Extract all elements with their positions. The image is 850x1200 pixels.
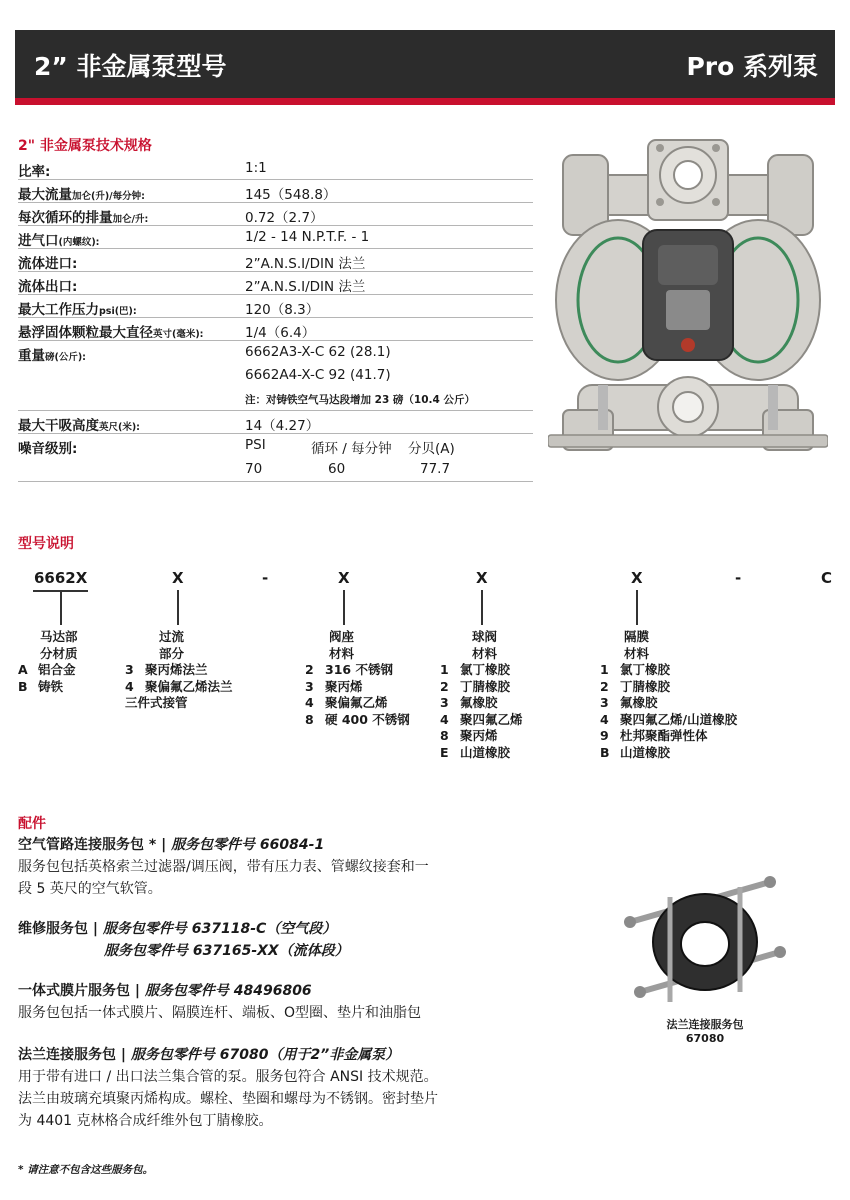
diaphragm-material-options — [600, 629, 737, 761]
model-code-ball: X — [476, 569, 488, 587]
spec-note: 注：对铸铁空气马达段增加 23 磅（10.4 公斤） — [245, 394, 475, 406]
option-label: 氟橡胶 — [460, 695, 498, 710]
flange-kit-image — [620, 872, 790, 1012]
spec-unit: 磅(公斤): — [45, 352, 86, 363]
option-item — [600, 695, 737, 712]
code-connector-line — [481, 590, 483, 625]
specs-section-title: 2" 非金属泵技术规格 — [18, 138, 152, 154]
repair-kit-block — [18, 918, 349, 962]
option-item — [305, 712, 410, 729]
option-code: 4 — [305, 695, 314, 710]
option-item — [440, 679, 523, 696]
pump-image — [548, 130, 828, 470]
option-label: 316 不锈钢 — [325, 662, 393, 677]
spec-row-max-pressure — [18, 295, 533, 318]
option-item — [440, 695, 523, 712]
spec-row-ratio — [18, 157, 533, 180]
spec-value: 145（548.8） — [245, 187, 337, 203]
spec-row-displacement — [18, 203, 533, 226]
option-label: 硬 400 不锈钢 — [325, 711, 410, 727]
spec-unit: (内螺纹): — [58, 237, 100, 248]
option-code: 1 — [600, 662, 609, 677]
spec-label-text: 每次循环的排量 — [18, 210, 113, 226]
option-code: 8 — [440, 728, 449, 743]
option-item — [305, 695, 410, 712]
diaphragm-kit-title: 一体式膜片服务包 | — [18, 983, 145, 999]
spec-value: 1/2 - 14 N.P.T.F. - 1 — [245, 229, 370, 245]
option-code: 8 — [305, 711, 314, 727]
seat-material-options — [305, 629, 410, 728]
option-title: 部分 — [159, 645, 185, 661]
spec-label: 流体进口: — [18, 256, 78, 272]
spec-value: 6662A4-X-C 92 (41.7) — [245, 367, 391, 383]
model-code-suffix: C — [821, 569, 833, 587]
repair-kit-part: 服务包零件号 637165-XX（流体段） — [104, 943, 349, 959]
option-label: 聚四氟乙烯/山道橡胶 — [620, 711, 738, 727]
option-label: 山道橡胶 — [460, 744, 511, 760]
option-item — [440, 728, 523, 745]
option-extra: 三件式接管 — [125, 695, 188, 710]
header-accent-stripe — [15, 98, 835, 105]
noise-col-head: 分贝(A) — [408, 441, 455, 457]
spec-row-max-solid — [18, 318, 533, 341]
page-title: 2” 非金属泵型号 — [34, 52, 227, 81]
option-code: 1 — [440, 662, 449, 677]
repair-kit-part: 服务包零件号 637118-C（空气段） — [102, 921, 337, 937]
flange-kit-title: 法兰连接服务包 | — [18, 1047, 131, 1063]
option-item — [125, 662, 233, 679]
series-title: Pro 系列泵 — [686, 52, 818, 81]
spec-label — [18, 298, 137, 318]
flange-kit-desc: 为 4401 克林格合成纤维外包丁腈橡胶。 — [18, 1113, 273, 1129]
code-connector-line — [343, 590, 345, 625]
spec-row-max-flow — [18, 180, 533, 203]
option-label: 丁腈橡胶 — [460, 678, 511, 694]
spec-table — [18, 157, 533, 482]
option-title: 材料 — [624, 645, 650, 661]
option-code: E — [440, 744, 449, 760]
option-title: 马达部 — [40, 629, 78, 644]
option-code: B — [18, 678, 28, 694]
code-connector-line — [636, 590, 638, 625]
model-code-base: 6662X — [34, 569, 88, 587]
spec-value: 14（4.27） — [245, 418, 320, 434]
air-kit-part: 服务包零件号 66084-1 — [171, 837, 325, 853]
model-code-flow: X — [172, 569, 184, 587]
option-item — [305, 679, 410, 696]
noise-col-value: 77.7 — [420, 461, 451, 477]
flange-kit-block — [18, 1044, 438, 1132]
ball-material-options — [440, 629, 523, 761]
option-code: 2 — [600, 678, 609, 694]
model-code-seat: X — [338, 569, 350, 587]
spec-label: 比率: — [18, 164, 51, 180]
code-connector-line — [177, 590, 179, 625]
spec-value: 1:1 — [245, 160, 267, 176]
flange-kit-caption — [600, 1018, 810, 1046]
flange-kit-desc: 法兰由玻璃充填聚丙烯构成。螺栓、垫圈和螺母为不锈钢。密封垫片 — [18, 1091, 438, 1107]
spec-label-text: 进气口 — [18, 233, 59, 249]
option-title: 隔膜 — [624, 629, 650, 644]
option-title: 材料 — [329, 645, 355, 661]
option-label: 聚四氟乙烯 — [460, 711, 523, 727]
spec-row-air-inlet — [18, 226, 533, 249]
spec-label — [18, 414, 140, 434]
model-code-diaphragm: X — [631, 569, 643, 587]
spec-label-text: 重量 — [18, 348, 45, 364]
spec-unit: 英尺(米): — [99, 422, 140, 433]
spec-label-text: 最大流量 — [18, 187, 72, 203]
option-title: 材料 — [472, 645, 498, 661]
option-item — [600, 662, 737, 679]
spec-label — [18, 206, 148, 226]
option-item — [18, 662, 78, 679]
option-code: 3 — [440, 695, 449, 710]
flange-kit-desc: 用于带有进口 / 出口法兰集合管的泵。服务包符合 ANSI 技术规范。 — [18, 1069, 438, 1085]
spec-value: 120（8.3） — [245, 302, 320, 318]
option-label: 聚丙烯 — [325, 678, 363, 694]
option-label: 聚偏氟乙烯 — [325, 695, 388, 710]
air-kit-block — [18, 834, 429, 900]
spec-label-text: 悬浮固体颗粒最大直径 — [18, 325, 153, 341]
option-title: 分材质 — [40, 645, 78, 661]
option-item — [600, 679, 737, 696]
option-code: 4 — [600, 711, 609, 727]
option-title: 球阀 — [472, 629, 498, 644]
option-code: 3 — [600, 695, 609, 710]
spec-label-text: 最大干吸高度 — [18, 418, 99, 434]
option-code: 9 — [600, 728, 609, 743]
flow-material-options — [125, 629, 233, 712]
spec-value: 0.72（2.7） — [245, 210, 324, 226]
option-label: 聚丙烯法兰 — [145, 662, 208, 677]
flange-kit-part: 服务包零件号 67080（用于2”非金属泵） — [130, 1047, 400, 1063]
spec-value: 1/4（6.4） — [245, 325, 316, 341]
kit-caption-line: 67080 — [685, 1032, 725, 1045]
noise-col-head: PSI — [245, 437, 266, 453]
air-kit-desc: 服务包包括英格索兰过滤器/调压阀，带有压力表、管螺纹接套和一 — [18, 859, 429, 875]
option-label: 聚丙烯 — [460, 728, 498, 743]
spec-label-text: 最大工作压力 — [18, 302, 99, 318]
option-code: 4 — [440, 711, 449, 727]
motor-material-options — [18, 629, 78, 695]
model-section-title: 型号说明 — [18, 536, 74, 552]
diaphragm-kit-part: 服务包零件号 48496806 — [144, 983, 312, 999]
option-item — [440, 662, 523, 679]
option-item — [600, 728, 737, 745]
diaphragm-kit-desc: 服务包包括一体式膜片、隔膜连杆、端板、O型圈、垫片和油脂包 — [18, 1005, 422, 1021]
spec-value: 2”A.N.S.I/DIN 法兰 — [245, 279, 366, 295]
spec-label — [18, 183, 145, 203]
option-code: B — [600, 744, 610, 760]
spec-unit: 加仑(升)/每分钟: — [72, 191, 145, 202]
code-connector-line — [60, 590, 62, 625]
option-item — [305, 662, 410, 679]
footnote: * 请注意不包含这些服务包。 — [18, 1164, 154, 1176]
accessories-section-title: 配件 — [18, 816, 46, 832]
option-item — [440, 745, 523, 762]
diaphragm-kit-block — [18, 980, 421, 1024]
noise-col-head: 循环 / 每分钟 — [311, 441, 392, 457]
spec-row-weight — [18, 341, 533, 411]
repair-kit-title: 维修服务包 | — [18, 921, 103, 937]
model-code-dash: - — [262, 569, 269, 587]
option-item — [600, 712, 737, 729]
air-kit-title: 空气管路连接服务包 * | — [18, 837, 172, 853]
spec-label: 流体出口: — [18, 279, 78, 295]
spec-row-noise — [18, 434, 533, 482]
model-code-dash: - — [735, 569, 742, 587]
option-code: A — [18, 662, 28, 677]
option-label: 聚偏氟乙烯法兰 — [145, 678, 233, 694]
spec-unit: 英寸(毫米): — [153, 329, 204, 340]
spec-label — [18, 344, 86, 364]
spec-unit: 加仑/升: — [112, 214, 149, 225]
option-code: 3 — [125, 662, 134, 677]
spec-label — [18, 321, 203, 341]
option-label: 丁腈橡胶 — [620, 678, 671, 694]
option-label: 杜邦聚酯弹性体 — [620, 728, 708, 743]
spec-unit: psi(巴): — [99, 306, 137, 317]
option-title: 过流 — [159, 629, 185, 644]
option-label: 氯丁橡胶 — [620, 662, 671, 677]
spec-row-dry-lift — [18, 411, 533, 434]
option-code: 4 — [125, 678, 134, 694]
option-label: 氟橡胶 — [620, 695, 658, 710]
option-label: 铝合金 — [38, 662, 76, 677]
air-kit-desc: 段 5 英尺的空气软管。 — [18, 881, 162, 897]
noise-col-value: 60 — [328, 461, 346, 477]
option-item — [18, 679, 78, 696]
option-label: 铸铁 — [38, 678, 64, 694]
spec-label — [18, 229, 99, 249]
spec-row-fluid-outlet — [18, 272, 533, 295]
spec-value: 2”A.N.S.I/DIN 法兰 — [245, 256, 366, 272]
option-code: 3 — [305, 678, 314, 694]
spec-value: 6662A3-X-C 62 (28.1) — [245, 344, 391, 360]
option-item — [600, 745, 737, 762]
option-item — [440, 712, 523, 729]
option-label: 山道橡胶 — [620, 744, 671, 760]
option-item — [125, 679, 233, 696]
option-code: 2 — [305, 662, 314, 677]
spec-label: 噪音级别: — [18, 441, 78, 457]
option-label: 氯丁橡胶 — [460, 662, 511, 677]
kit-caption-line: 法兰连接服务包 — [666, 1018, 744, 1031]
option-code: 2 — [440, 678, 449, 694]
noise-col-value: 70 — [245, 461, 263, 477]
spec-row-fluid-inlet — [18, 249, 533, 272]
option-title: 阀座 — [329, 629, 355, 644]
